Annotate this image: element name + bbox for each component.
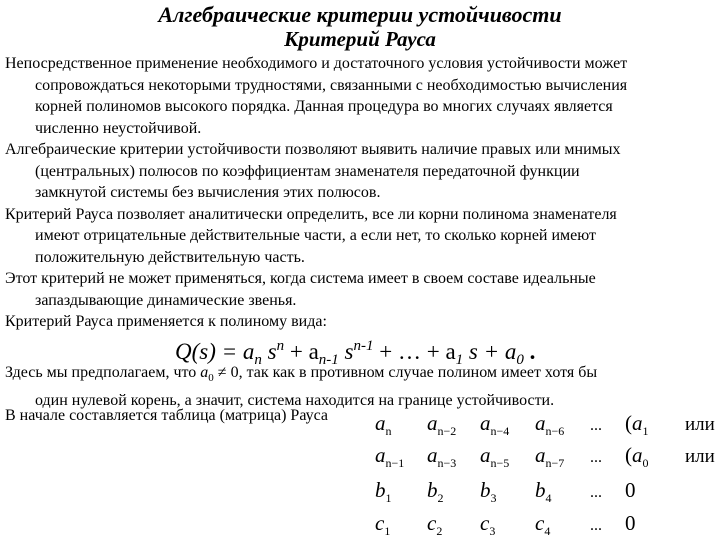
formula-plus: + … + a [373, 339, 456, 364]
paragraph [5, 204, 713, 269]
text-fragment: ≠ 0, так как в противном случае полином имеет хотя бы [213, 364, 598, 381]
formula-sup: n [276, 338, 285, 354]
routh-table [365, 400, 717, 538]
inline-var-letter: a [200, 364, 209, 381]
routh-cell: $b_3$ [480, 478, 497, 505]
paragraph-line: положительную действительную часть. [35, 248, 305, 266]
routh-cell: $a_{n-2}$ [427, 411, 457, 438]
routh-cell: ($a_1$ [625, 411, 649, 438]
paragraph-line: запаздывающие динамические звенья. [35, 291, 297, 309]
routh-cell: $a_{n-3}$ [427, 443, 457, 470]
paragraph [5, 139, 713, 204]
routh-cell: $a_{n-5}$ [480, 443, 510, 470]
routh-cell: ($a_0$ [625, 443, 649, 470]
routh-cell: ... [590, 417, 602, 434]
routh-cell: ... [590, 517, 602, 534]
formula-var: s + a [463, 339, 517, 364]
routh-cell: $a_n$ [375, 411, 392, 438]
routh-cell: или [685, 446, 715, 467]
formula-sub: n-1 [318, 352, 339, 368]
routh-cell: $c_1$ [375, 511, 391, 538]
paragraph-line: Этот критерий не может применяться, когда система имеет в своем составе идеальные [5, 270, 596, 287]
routh-cell: $c_3$ [480, 511, 496, 538]
routh-cell: или [685, 414, 715, 435]
paragraph-line: численно неустойчивой. [35, 119, 202, 137]
routh-cell: $b_2$ [427, 478, 444, 505]
paragraph [5, 268, 713, 311]
inline-var-sub: 0 [208, 372, 214, 385]
formula-var: s [261, 339, 277, 364]
formula-sub: n [254, 352, 262, 368]
paragraph-line: сопровождаться некоторыми трудностями, связанными с необходимостью вычисления [35, 76, 628, 94]
routh-cell: $b_4$ [535, 478, 552, 505]
routh-cell: $c_4$ [535, 511, 551, 538]
paragraph [5, 311, 713, 333]
routh-cell: $c_2$ [427, 511, 443, 538]
paragraph-line: один нулевой корень, а значит, система находится на границе устойчивости. [35, 391, 555, 409]
paragraph-line: имеют отрицательные действительные части, а если нет, то сколько корней имеют [35, 227, 596, 244]
paragraph-line: Алгебраические критерии устойчивости позволяют выявить наличие правых или мнимых [5, 141, 621, 158]
paragraph-line: Непосредственное применение необходимого и достаточного условия устойчивости может [5, 55, 628, 72]
paragraph-line: корней полиномов высокого порядка. Данная процедура во многих случаях является [35, 98, 613, 115]
formula-sub: 0 [516, 352, 524, 368]
routh-cell: $a_{n-4}$ [480, 411, 510, 438]
formula-lhs: Q(s) = a [175, 339, 255, 364]
formula-end: . [523, 339, 536, 364]
paragraph-line: замкнутой системы без вычисления этих полюсов. [35, 184, 381, 201]
formula-sup: n-1 [353, 338, 374, 354]
paragraph-line: Критерий Рауса позволяет аналитически определить, все ли корни полинома знаменателя [5, 205, 617, 223]
routh-cell: $a_{n-6}$ [535, 411, 565, 438]
routh-cell: $b_1$ [375, 478, 392, 505]
paragraph-line: В начале составляется таблица (матрица) Рауса [5, 407, 328, 424]
paragraph [5, 53, 713, 139]
text-fragment: Здесь мы предполагаем, что [5, 364, 201, 381]
routh-cell: ... [590, 484, 602, 501]
paragraph-line: (центральных) полюсов по коэффициентам знаменателя передаточной функции [35, 162, 580, 180]
slide-subtitle: Критерий Рауса [284, 27, 436, 51]
formula-var: s [338, 339, 354, 364]
slide-title: Алгебраические критерии устойчивости [158, 2, 562, 27]
inline-var [200, 364, 214, 385]
formula-plus: + a [284, 339, 319, 364]
routh-cell: 0 [625, 511, 636, 535]
routh-cell: 0 [625, 478, 636, 502]
paragraph-line [5, 362, 713, 390]
formula-sub: 1 [455, 352, 464, 368]
routh-cell: $a_{n-1}$ [375, 443, 405, 470]
routh-cell: $a_{n-7}$ [535, 443, 565, 470]
routh-cell: ... [590, 449, 602, 466]
paragraph-line: Критерий Рауса применяется к полиному вида: [5, 313, 327, 330]
